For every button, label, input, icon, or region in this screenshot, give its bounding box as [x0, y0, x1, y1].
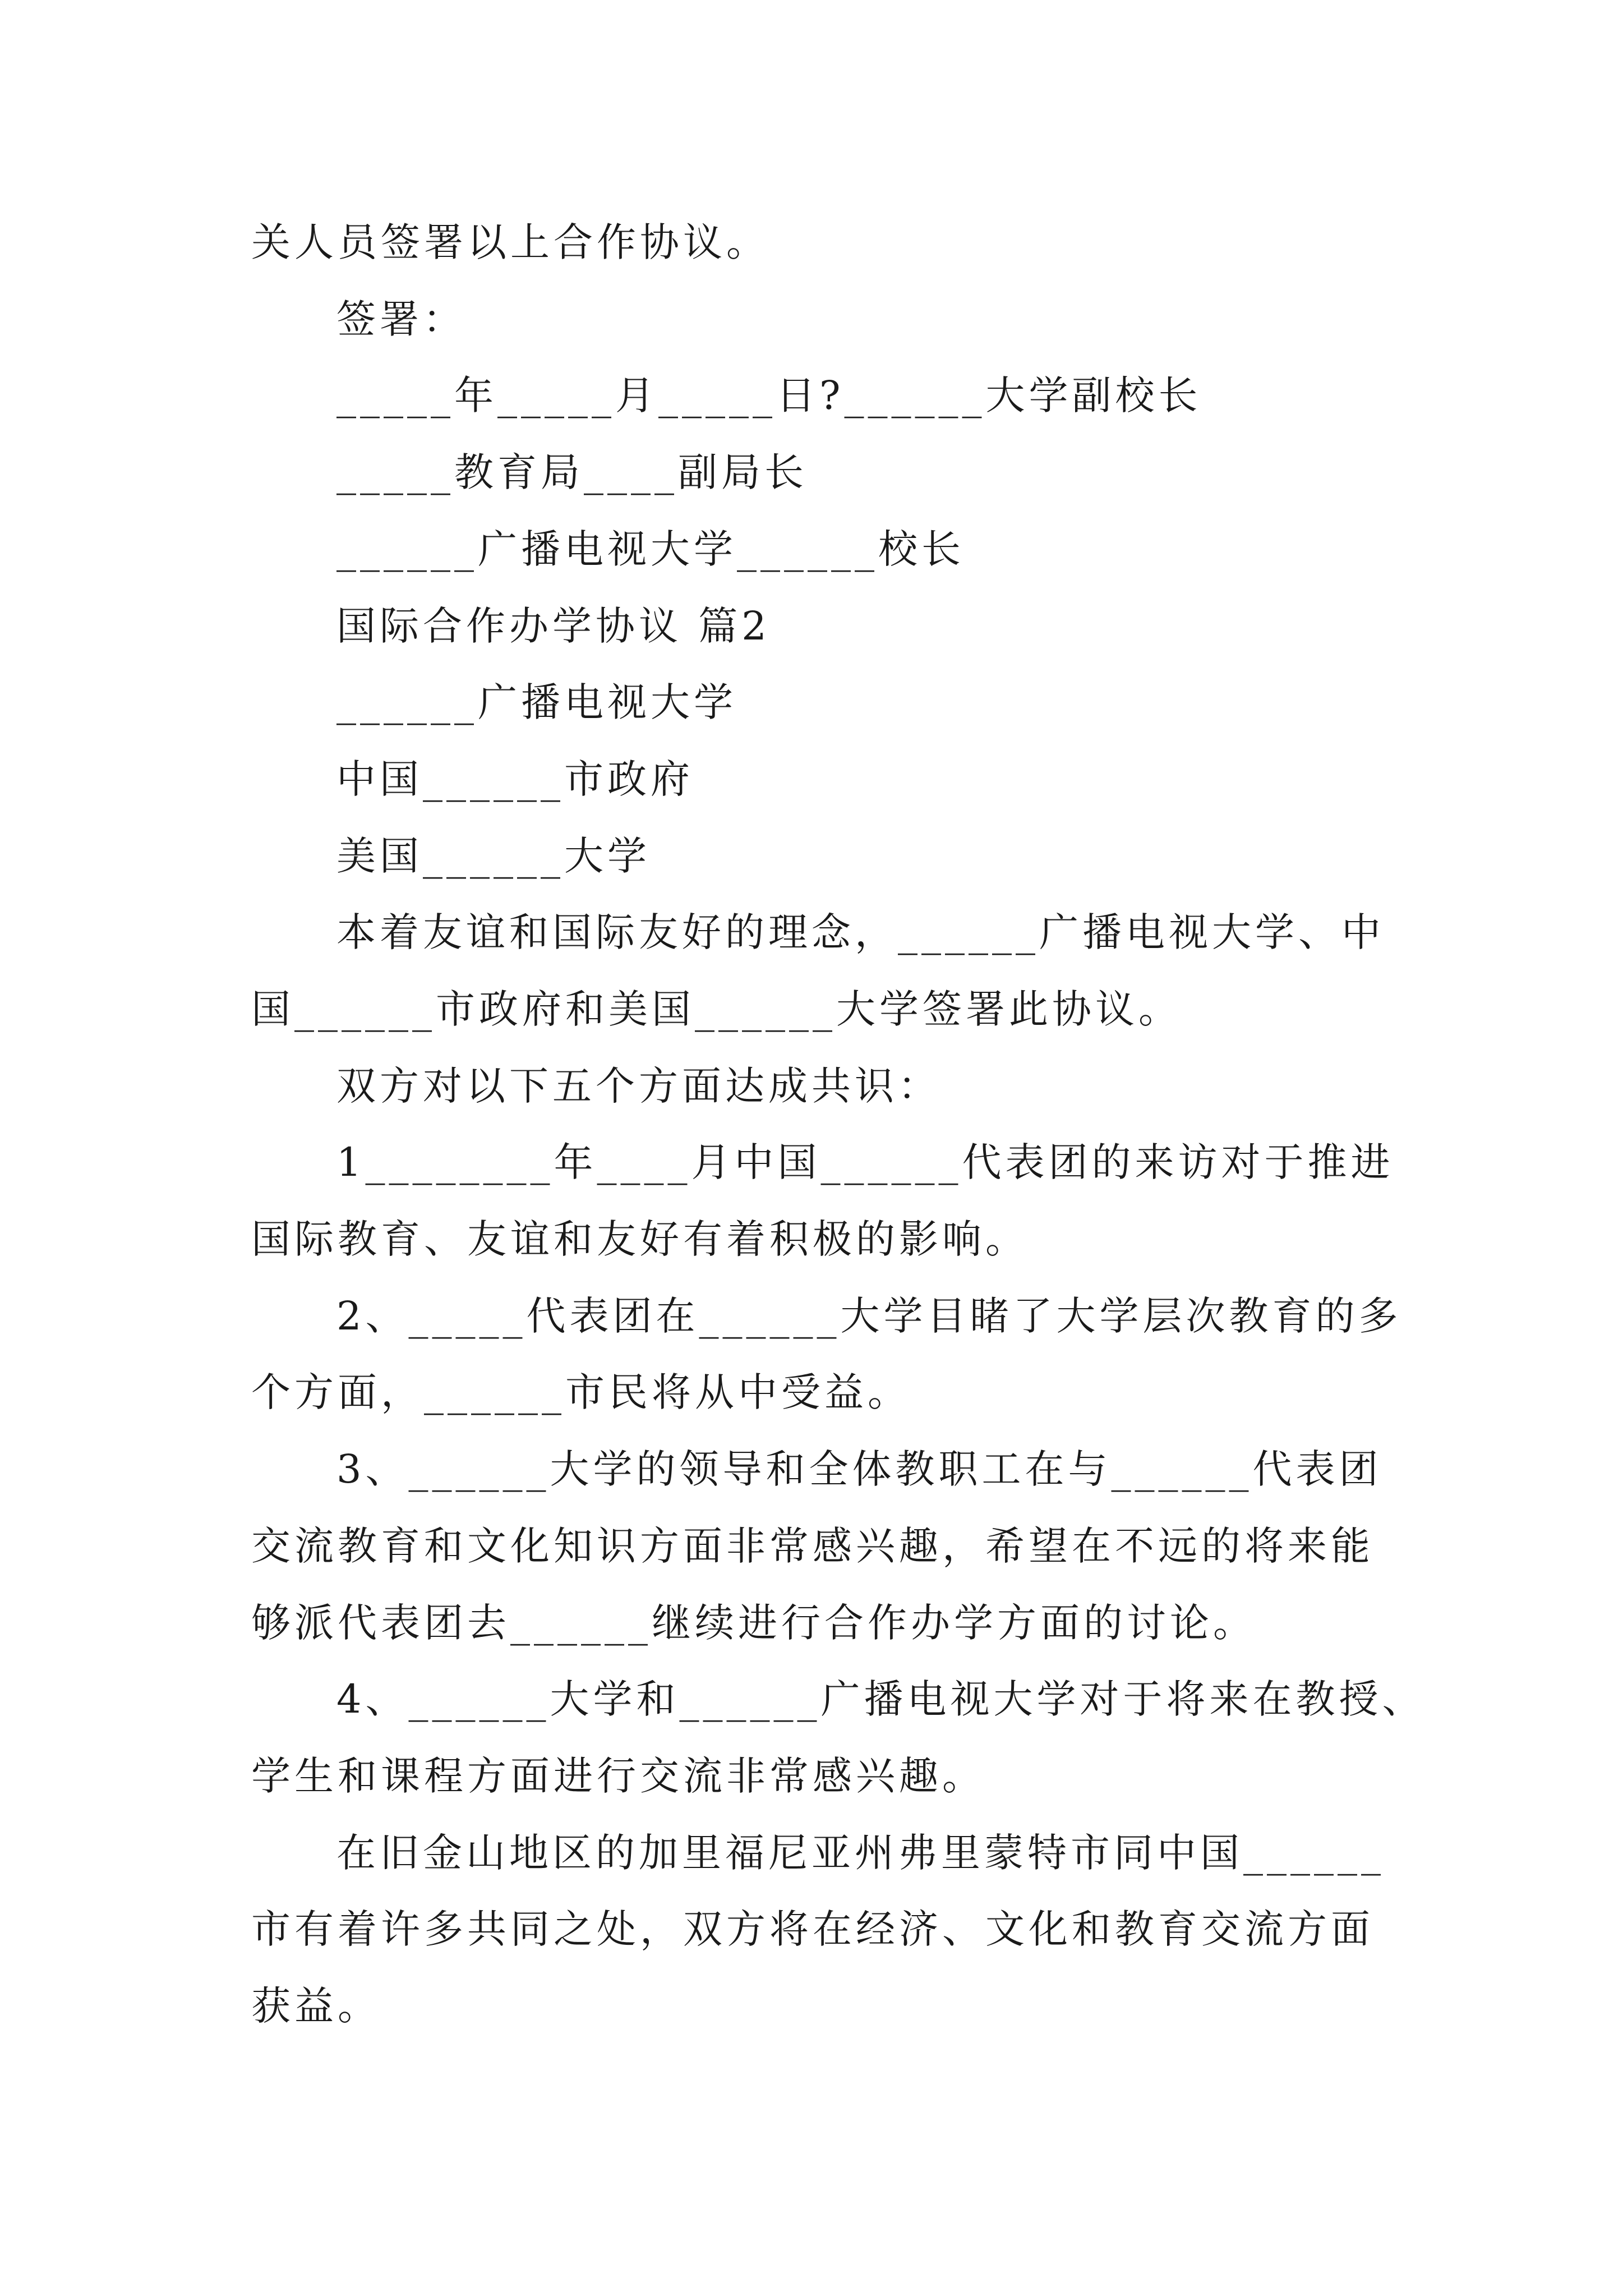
- paragraph-line: 个方面，______市民将从中受益。: [251, 1369, 911, 1415]
- signature-line-education-bureau: _____教育局____副局长: [336, 449, 808, 495]
- paragraph-line: 关人员签署以上合作协议。: [251, 219, 769, 265]
- party-line: ______广播电视大学: [336, 679, 737, 725]
- paragraph-line: 获益。: [251, 1983, 381, 2029]
- paragraph-line: 学生和课程方面进行交流非常感兴趣。: [251, 1753, 985, 1799]
- paragraph-line: 够派代表团去______继续进行合作办学方面的讨论。: [251, 1600, 1256, 1646]
- signature-line-tv-university: ______广播电视大学______校长: [336, 526, 965, 572]
- party-line: 美国______大学: [336, 833, 651, 879]
- paragraph-line: 国______市政府和美国______大学签署此协议。: [251, 986, 1182, 1032]
- list-item-1: 1________年____月中国______代表团的来访对于推进: [336, 1139, 1394, 1185]
- list-item-4: 4、______大学和______广播电视大学对于将来在教授、: [336, 1676, 1426, 1722]
- paragraph-line: 市有着许多共同之处，双方将在经济、文化和教育交流方面: [251, 1906, 1374, 1952]
- party-line: 中国______市政府: [336, 756, 694, 802]
- paragraph-line: 交流教育和文化知识方面非常感兴趣，希望在不远的将来能: [251, 1523, 1374, 1569]
- paragraph-line: 本着友谊和国际友好的理念，______广播电视大学、中: [336, 909, 1385, 955]
- paragraph-line: 国际教育、友谊和友好有着积极的影响。: [251, 1216, 1029, 1262]
- signature-heading: 签署：: [336, 296, 466, 342]
- paragraph-line: 双方对以下五个方面达成共识：: [336, 1063, 941, 1109]
- section-title: 国际合作办学协议 篇2: [336, 603, 771, 649]
- paragraph-line: 在旧金山地区的加里福尼亚州弗里蒙特市同中国______: [336, 1830, 1385, 1876]
- list-item-2: 2、_____代表团在______大学目睹了大学层次教育的多: [336, 1293, 1402, 1339]
- signature-line-date: _____年_____月_____日?______大学副校长: [336, 372, 1202, 418]
- list-item-3: 3、______大学的领导和全体教职工在与______代表团: [336, 1446, 1382, 1492]
